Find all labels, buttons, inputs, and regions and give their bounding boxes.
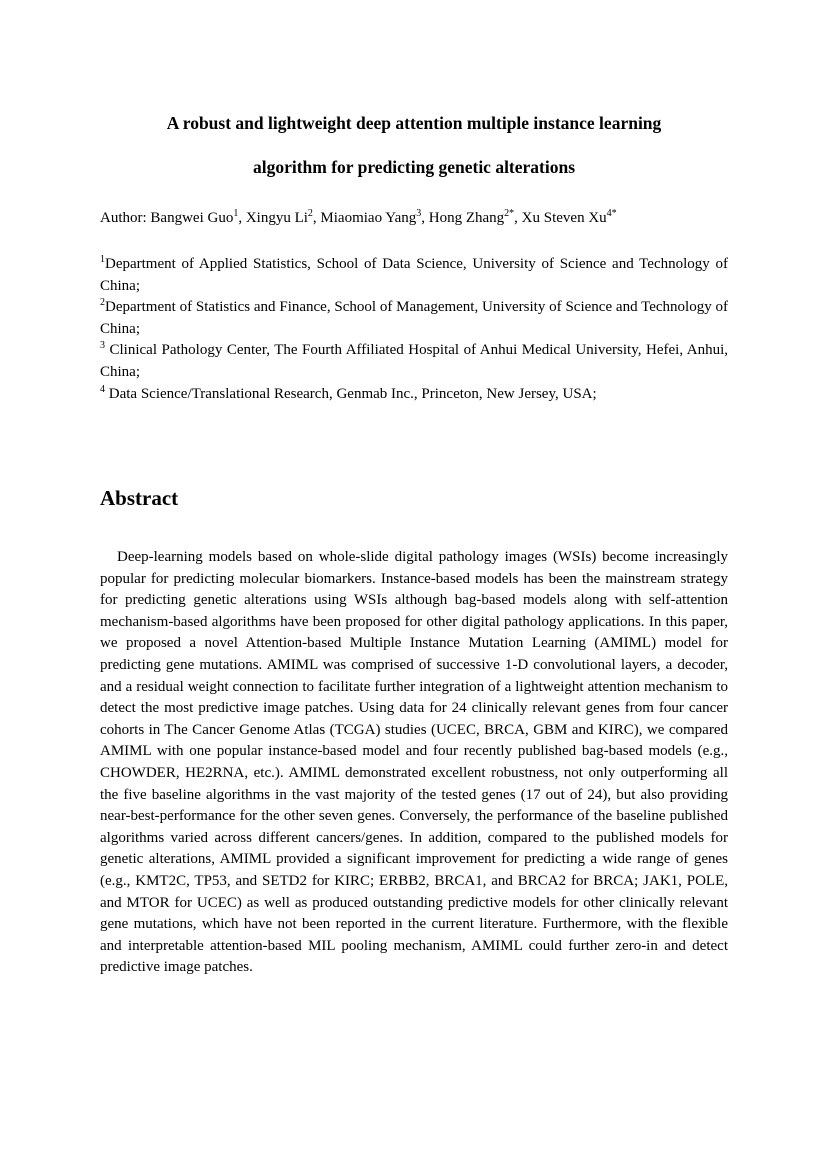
author-name: Hong Zhang xyxy=(428,210,505,226)
author-affiliation-mark: 1 xyxy=(233,208,239,219)
author-affiliation-mark: 2* xyxy=(504,208,515,219)
author-prefix: Author: xyxy=(100,210,151,226)
affiliation-text: Data Science/Translational Research, Genmab Inc., Princeton, New Jersey, USA; xyxy=(105,385,597,402)
affiliation-item xyxy=(100,384,728,406)
affiliation-mark: 3 xyxy=(100,340,105,352)
author-name: Xu Steven Xu xyxy=(521,210,607,226)
affiliation-item xyxy=(100,340,728,383)
affiliation-list xyxy=(100,254,728,405)
paper-title-line-1: A robust and lightweight deep attention multiple instance learning xyxy=(166,113,662,133)
affiliation-mark: 1 xyxy=(100,254,105,265)
abstract-text: Deep-learning models based on whole-slide digital pathology images (WSIs) become increasingly popular for predicting molecular biomarkers. Instance-based models has been the mainstream strategy for predicting genetic alterations using WSIs although bag-based models along with self-attention mechanism-based algorithms have been proposed for other digital pathology applications. In this paper, we proposed a novel Attention-based Multiple Instance Mutation Learning (AMIML) model for predicting gene mutations. AMIML was comprised of successive 1-D convolutional layers, a decoder, and a residual weight connection to facilitate further integration of a lightweight attention mechanism to detect the most predictive image patches. Using data for 24 clinically relevant genes from four cancer cohorts in The Cancer Genome Atlas (TCGA) studies (UCEC, BRCA, GBM and KIRC), we compared AMIML with one popular instance-based model and four recently published bag-based models (e.g., CHOWDER, HE2RNA, etc.). AMIML demonstrated excellent robustness, not only outperforming all the five baseline algorithms in the vast majority of the tested genes (17 out of 24), but also providing near-best-performance for the other seven genes. Conversely, the performance of the baseline published algorithms varied across different cancers/genes. In addition, compared to the published models for genetic alterations, AMIML provided a significant improvement for predicting a wide range of genes (e.g., KMT2C, TP53, and SETD2 for KIRC; ERBB2, BRCA1, and BRCA2 for BRCA; JAK1, POLE, and MTOR for UCEC) as well as produced outstanding predictive models for other clinically relevant gene mutations, which have not been reported in the current literature. Furthermore, with the flexible and interpretable attention-based MIL pooling mechanism, AMIML could further zero-in and detect predictive image patches. xyxy=(100,549,728,976)
affiliation-text: Department of Statistics and Finance, School of Management, University of Science and Technology of China; xyxy=(100,299,728,337)
affiliation-mark: 2 xyxy=(100,297,105,309)
author-separator: , xyxy=(421,210,429,226)
author-affiliation-mark: 4* xyxy=(606,208,617,219)
author-affiliation-mark: 2 xyxy=(307,208,313,219)
paper-title-line-2: algorithm for predicting genetic alterations xyxy=(252,157,576,177)
author-name: Bangwei Guo xyxy=(150,210,234,226)
author-name: Miaomiao Yang xyxy=(320,210,417,226)
author-line xyxy=(100,208,728,228)
affiliation-text: Department of Applied Statistics, School of Data Science, University of Science and Technology of China; xyxy=(100,256,728,294)
affiliation-item xyxy=(100,254,728,297)
author-separator: , xyxy=(514,210,522,226)
author-affiliation-mark: 3 xyxy=(416,208,422,219)
affiliation-text: Clinical Pathology Center, The Fourth Affiliated Hospital of Anhui Medical University, Hefei, Anhui, China; xyxy=(100,342,728,380)
abstract-heading: Abstract xyxy=(100,486,179,510)
author-name: Xingyu Li xyxy=(245,210,308,226)
author-separator: , xyxy=(312,210,321,226)
author-separator: , xyxy=(238,210,246,226)
affiliation-item xyxy=(100,297,728,340)
affiliation-mark: 4 xyxy=(100,383,105,395)
